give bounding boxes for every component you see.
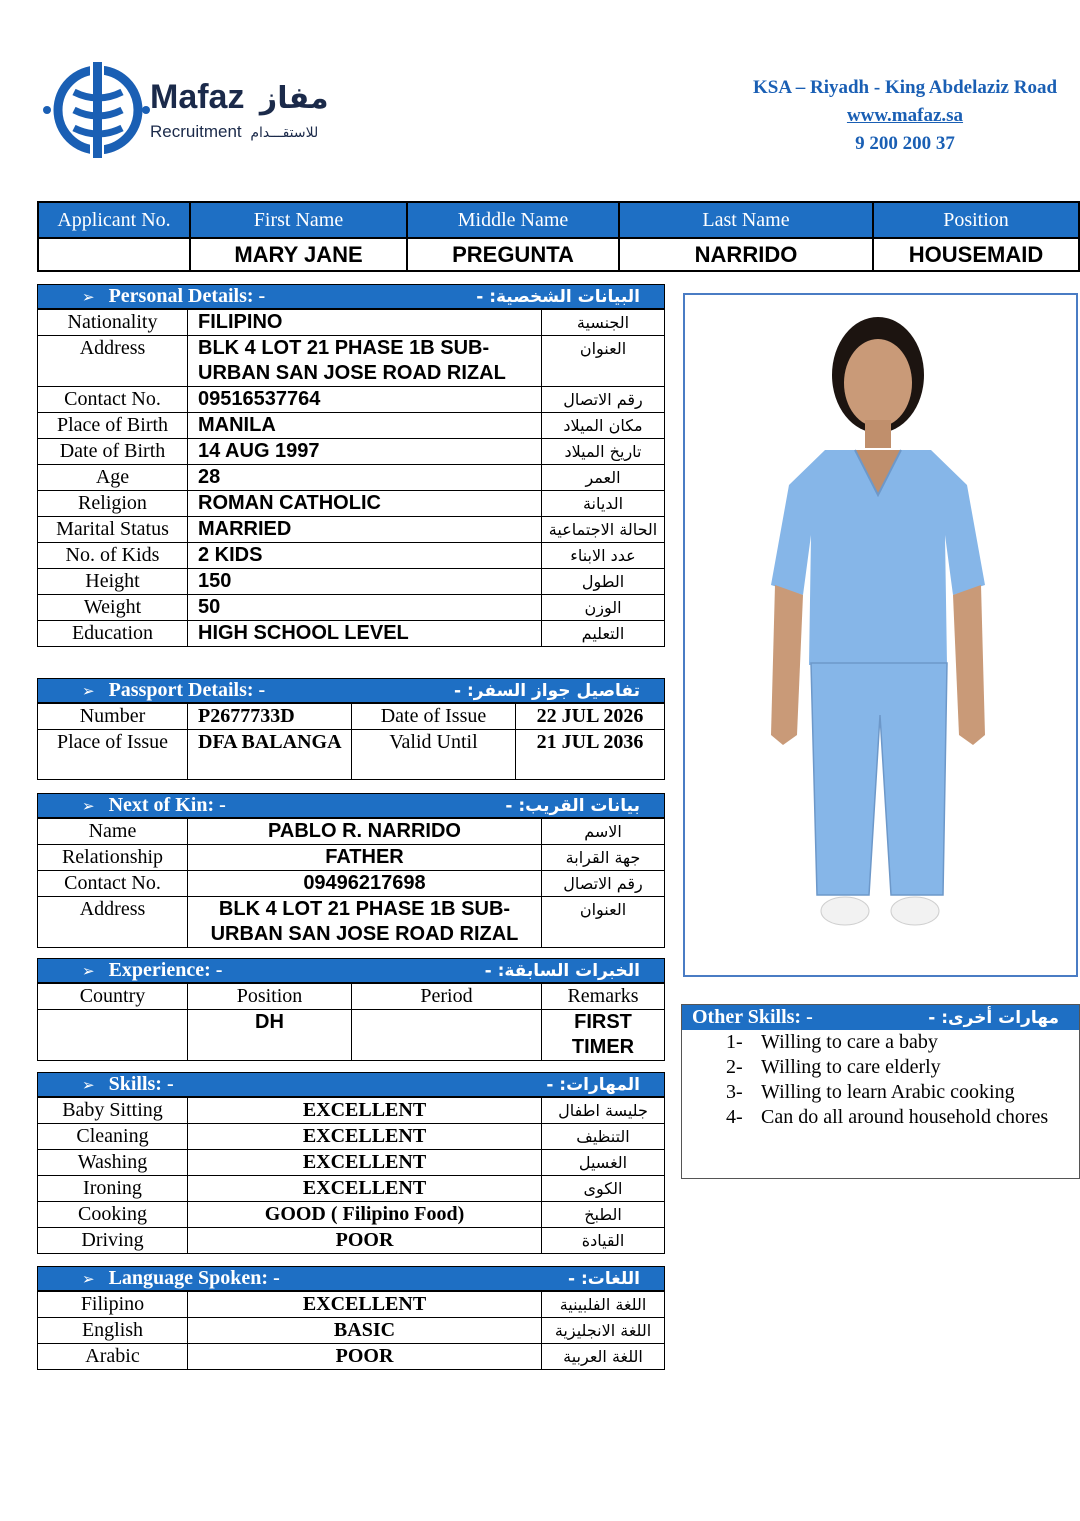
personal-row-label: Education <box>38 621 188 647</box>
personal-row-value: BLK 4 LOT 21 PHASE 1B SUB-URBAN SAN JOSE ROAD RIZAL <box>188 336 542 387</box>
other-skill-text: Can do all around household chores <box>761 1106 1049 1128</box>
personal-row <box>38 517 665 543</box>
personal-row-label: Marital Status <box>38 517 188 543</box>
personal-row-label-ar: الحالة الاجتماعية <box>542 517 665 543</box>
company-phone: 9 200 200 37 <box>855 133 955 154</box>
skills-header <box>37 1072 665 1097</box>
other-skill-number: 4- <box>726 1106 743 1128</box>
skill-row-label-ar: التنظيف <box>542 1124 665 1150</box>
brand-name <box>150 78 329 117</box>
next-of-kin-title-ar: بيانات القريب: - <box>505 795 640 816</box>
personal-row-label-ar: التعليم <box>542 621 665 647</box>
language-row-label-ar: اللغة الفلبينية <box>542 1292 665 1318</box>
company-contact <box>740 74 1070 158</box>
passport-row-2 <box>38 730 665 780</box>
passport-table <box>37 703 665 780</box>
other-skill-number: 3- <box>726 1081 743 1103</box>
personal-row-label: Date of Birth <box>38 439 188 465</box>
experience-position: DH <box>188 1010 352 1061</box>
languages-section <box>37 1266 665 1370</box>
skill-row <box>38 1098 665 1124</box>
other-skill-text: Willing to learn Arabic cooking <box>761 1081 1015 1103</box>
kin-row-label: Name <box>38 819 188 845</box>
skill-row-value: POOR <box>188 1228 542 1254</box>
applicant-header-row <box>38 202 1079 238</box>
personal-row-label: Nationality <box>38 310 188 336</box>
skill-row-label: Cleaning <box>38 1124 188 1150</box>
skill-row-label: Driving <box>38 1228 188 1254</box>
personal-row-label-ar: العنوان <box>542 336 665 387</box>
experience-period <box>352 1010 542 1061</box>
skills-table <box>37 1097 665 1254</box>
personal-row <box>38 413 665 439</box>
applicant-photo-image <box>685 295 1076 975</box>
skill-row-value: EXCELLENT <box>188 1124 542 1150</box>
other-skill-item <box>682 1055 1079 1080</box>
applicant-value-row <box>38 238 1079 271</box>
issue-date-value: 22 JUL 2026 <box>516 704 665 730</box>
position-value: HOUSEMAID <box>873 238 1079 271</box>
skill-row-label: Baby Sitting <box>38 1098 188 1124</box>
col-header-period: Period <box>352 984 542 1010</box>
company-address: KSA – Riyadh - King Abdelaziz Road <box>752 77 1058 98</box>
brand-ar: مفاز <box>259 81 329 116</box>
skill-row <box>38 1202 665 1228</box>
arrow-icon: ➢ <box>82 962 95 980</box>
personal-details-title-ar: البيانات الشخصية: - <box>476 286 640 307</box>
personal-row-value: 150 <box>188 569 542 595</box>
brand-tagline <box>150 122 318 142</box>
personal-row-value: ROMAN CATHOLIC <box>188 491 542 517</box>
skill-row-label-ar: الغسيل <box>542 1150 665 1176</box>
personal-row-value: HIGH SCHOOL LEVEL <box>188 621 542 647</box>
middle-name-value: PREGUNTA <box>407 238 619 271</box>
personal-row-label-ar: مكان الميلاد <box>542 413 665 439</box>
personal-details-section <box>37 284 665 647</box>
place-of-issue-value: DFA BALANGA <box>188 730 352 780</box>
passport-title: Passport Details: - <box>108 679 266 701</box>
personal-row-value: 50 <box>188 595 542 621</box>
other-skill-number: 2- <box>726 1056 743 1078</box>
passport-section <box>37 678 665 780</box>
skill-row <box>38 1124 665 1150</box>
place-of-issue-label: Place of Issue <box>38 730 188 780</box>
language-row-label-ar: اللغة العربية <box>542 1344 665 1370</box>
kin-row-value: 09496217698 <box>188 871 542 897</box>
other-skill-number: 1- <box>726 1031 743 1053</box>
skill-row-label-ar: الكوى <box>542 1176 665 1202</box>
personal-row-value: MARRIED <box>188 517 542 543</box>
language-row-label: Filipino <box>38 1292 188 1318</box>
personal-row-label: Height <box>38 569 188 595</box>
next-of-kin-title: Next of Kin: - <box>108 794 226 816</box>
personal-row-label: No. of Kids <box>38 543 188 569</box>
personal-row <box>38 439 665 465</box>
language-row-value: POOR <box>188 1344 542 1370</box>
tagline-en: Recruitment <box>150 122 242 141</box>
kin-row-value: BLK 4 LOT 21 PHASE 1B SUB-URBAN SAN JOSE ROAD RIZAL <box>188 897 542 948</box>
skill-row-value: GOOD ( Filipino Food) <box>188 1202 542 1228</box>
arrow-icon: ➢ <box>82 1076 95 1094</box>
kin-row-label-ar: الاسم <box>542 819 665 845</box>
experience-country <box>38 1010 188 1061</box>
col-header-middle-name: Middle Name <box>407 202 619 238</box>
next-of-kin-table <box>37 818 665 948</box>
personal-details-table <box>37 309 665 647</box>
personal-row-value: 28 <box>188 465 542 491</box>
skills-title: Skills: - <box>108 1073 174 1095</box>
passport-header <box>37 678 665 703</box>
language-row <box>38 1344 665 1370</box>
personal-row-value: 09516537764 <box>188 387 542 413</box>
language-row <box>38 1292 665 1318</box>
kin-row <box>38 845 665 871</box>
skill-row-label-ar: القيادة <box>542 1228 665 1254</box>
personal-row-value: FILIPINO <box>188 310 542 336</box>
personal-row <box>38 465 665 491</box>
skill-row-label: Washing <box>38 1150 188 1176</box>
applicant-no-value <box>38 238 190 271</box>
tagline-ar: للاستقـــدام <box>250 125 319 141</box>
experience-header-row <box>38 984 665 1010</box>
applicant-table <box>37 201 1080 272</box>
personal-details-header <box>37 284 665 309</box>
kin-row <box>38 897 665 948</box>
other-skills-section <box>681 1004 1080 1179</box>
kin-row-label: Address <box>38 897 188 948</box>
next-of-kin-header <box>37 793 665 818</box>
arrow-icon: ➢ <box>82 1270 95 1288</box>
personal-row <box>38 491 665 517</box>
personal-row-label-ar: الوزن <box>542 595 665 621</box>
arrow-icon: ➢ <box>82 682 95 700</box>
kin-row-value: PABLO R. NARRIDO <box>188 819 542 845</box>
applicant-photo <box>683 293 1078 977</box>
personal-row-label: Age <box>38 465 188 491</box>
passport-row-1 <box>38 704 665 730</box>
kin-row-value: FATHER <box>188 845 542 871</box>
first-name-value: MARY JANE <box>190 238 407 271</box>
personal-row <box>38 387 665 413</box>
language-row <box>38 1318 665 1344</box>
experience-table <box>37 983 665 1061</box>
brand-en: Mafaz <box>150 78 245 116</box>
skill-row <box>38 1228 665 1254</box>
company-logo <box>40 58 350 168</box>
experience-title-ar: الخبرات السابقة: - <box>484 960 640 981</box>
other-skills-list <box>682 1030 1079 1130</box>
skill-row <box>38 1150 665 1176</box>
arrow-icon: ➢ <box>82 797 95 815</box>
arrow-icon: ➢ <box>82 288 95 306</box>
language-row-label: English <box>38 1318 188 1344</box>
skill-row-label-ar: جليسة اطفال <box>542 1098 665 1124</box>
skill-row-value: EXCELLENT <box>188 1098 542 1124</box>
personal-row-label-ar: الجنسية <box>542 310 665 336</box>
personal-row <box>38 595 665 621</box>
passport-title-ar: تفاصيل جواز السفر: - <box>454 680 640 701</box>
other-skill-item <box>682 1105 1079 1130</box>
experience-title: Experience: - <box>108 959 223 981</box>
personal-row-label-ar: عدد الابناء <box>542 543 665 569</box>
personal-row-label: Address <box>38 336 188 387</box>
col-header-first-name: First Name <box>190 202 407 238</box>
skills-section <box>37 1072 665 1254</box>
col-header-country: Country <box>38 984 188 1010</box>
kin-row-label: Contact No. <box>38 871 188 897</box>
personal-row-label: Religion <box>38 491 188 517</box>
other-skills-title: Other Skills: - <box>692 1006 813 1028</box>
personal-details-title: Personal Details: - <box>108 285 266 307</box>
languages-title: Language Spoken: - <box>108 1267 280 1289</box>
col-header-position: Position <box>188 984 352 1010</box>
kin-row-label-ar: جهة القرابة <box>542 845 665 871</box>
skills-title-ar: المهارات: - <box>546 1074 640 1095</box>
personal-row-label: Contact No. <box>38 387 188 413</box>
col-header-position: Position <box>873 202 1079 238</box>
personal-row <box>38 569 665 595</box>
skill-row-value: EXCELLENT <box>188 1150 542 1176</box>
personal-row-value: 14 AUG 1997 <box>188 439 542 465</box>
personal-row-label-ar: تاريخ الميلاد <box>542 439 665 465</box>
next-of-kin-section <box>37 793 665 948</box>
other-skill-text: Willing to care elderly <box>761 1056 941 1078</box>
language-row-value: EXCELLENT <box>188 1292 542 1318</box>
kin-row-label-ar: رقم الاتصال <box>542 871 665 897</box>
personal-row-label: Place of Birth <box>38 413 188 439</box>
last-name-value: NARRIDO <box>619 238 873 271</box>
skill-row-label: Ironing <box>38 1176 188 1202</box>
valid-until-value: 21 JUL 2036 <box>516 730 665 780</box>
personal-row <box>38 621 665 647</box>
experience-header <box>37 958 665 983</box>
personal-row <box>38 310 665 336</box>
col-header-applicant-no: Applicant No. <box>38 202 190 238</box>
other-skills-header <box>682 1005 1079 1030</box>
skill-row-value: EXCELLENT <box>188 1176 542 1202</box>
other-skill-text: Willing to care a baby <box>761 1031 938 1053</box>
languages-table <box>37 1291 665 1370</box>
kin-row <box>38 871 665 897</box>
kin-row <box>38 819 665 845</box>
personal-row-label-ar: الديانة <box>542 491 665 517</box>
issue-date-label: Date of Issue <box>352 704 516 730</box>
language-row-label-ar: اللغة الانجليزية <box>542 1318 665 1344</box>
personal-row-value: MANILA <box>188 413 542 439</box>
languages-title-ar: اللغات: - <box>568 1268 640 1289</box>
languages-header <box>37 1266 665 1291</box>
personal-row-label-ar: الطول <box>542 569 665 595</box>
personal-row <box>38 336 665 387</box>
personal-row <box>38 543 665 569</box>
skill-row-label: Cooking <box>38 1202 188 1228</box>
personal-row-label-ar: العمر <box>542 465 665 491</box>
skill-row-label-ar: الطبخ <box>542 1202 665 1228</box>
language-row-value: BASIC <box>188 1318 542 1344</box>
skill-row <box>38 1176 665 1202</box>
col-header-last-name: Last Name <box>619 202 873 238</box>
kin-row-label: Relationship <box>38 845 188 871</box>
experience-section <box>37 958 665 1061</box>
personal-row-label-ar: رقم الاتصال <box>542 387 665 413</box>
other-skills-title-ar: مهارات أخرى: - <box>928 1007 1059 1028</box>
language-row-label: Arabic <box>38 1344 188 1370</box>
col-header-remarks: Remarks <box>542 984 665 1010</box>
other-skill-item <box>682 1030 1079 1055</box>
experience-remarks: FIRST TIMER <box>542 1010 665 1061</box>
personal-row-label: Weight <box>38 595 188 621</box>
personal-row-value: 2 KIDS <box>188 543 542 569</box>
other-skill-item <box>682 1080 1079 1105</box>
company-website-link[interactable]: www.mafaz.sa <box>846 105 964 126</box>
valid-until-label: Valid Until <box>352 730 516 780</box>
passport-number-label: Number <box>38 704 188 730</box>
kin-row-label-ar: العنوان <box>542 897 665 948</box>
passport-number-value: P2677733D <box>188 704 352 730</box>
experience-row <box>38 1010 665 1061</box>
